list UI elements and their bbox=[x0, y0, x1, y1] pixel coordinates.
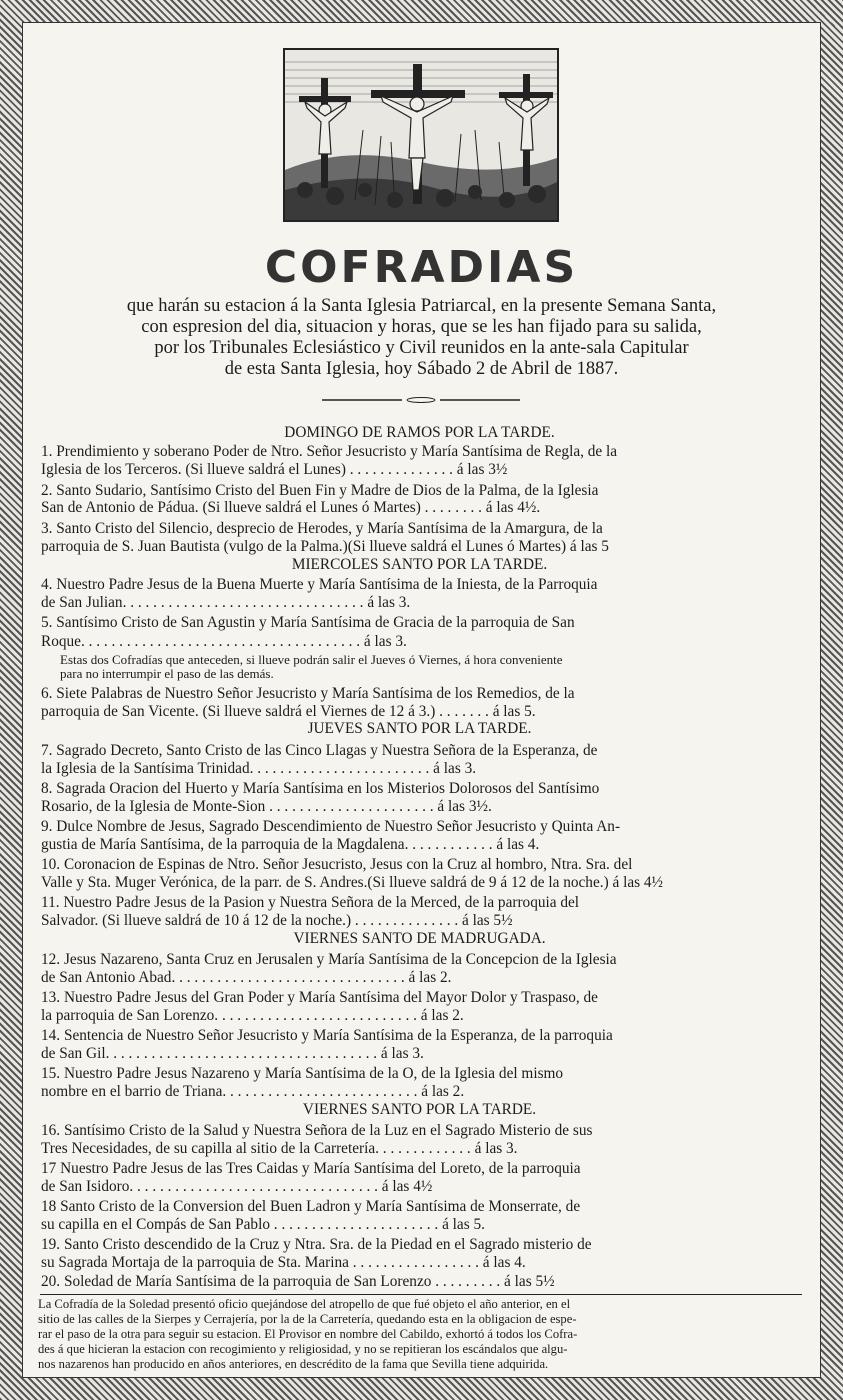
footer-note-line: La Cofradía de la Soledad presentó oficio quejándose del atropello de que fué objeto el año anterior, en el bbox=[38, 1297, 571, 1311]
entry-line: 7. Sagrado Decreto, Santo Cristo de las Cinco Llagas y Nuestra Señora de la Esperanza, de bbox=[41, 742, 598, 759]
heading-viernes-tarde: VIERNES SANTO POR LA TARDE. bbox=[302, 1101, 537, 1118]
entry-line: Valle y Sta. Muger Verónica, de la parr. de S. Andres.(Si llueve saldrá de 9 á 12 de la noche.) á las 4½ bbox=[41, 874, 664, 891]
footer-note-line: des á que hicieran la estacion con recogimiento y religiosidad, y no se repitieran los escándalos que algu- bbox=[38, 1342, 568, 1356]
intro-line: con espresion del dia, situacion y horas, que se les han fijado para su salida, bbox=[141, 317, 702, 337]
entry-line: su capilla en el Compás de San Pablo . . . . . . . . . . . . . . . . . . . . . . á las 5. bbox=[41, 1216, 485, 1233]
entry-line: 20. Soledad de María Santísima de la parroquia de San Lorenzo . . . . . . . . . á las 5½ bbox=[41, 1273, 555, 1290]
footer-note-line: nos nazarenos han producido en años anteriores, en descrédito de la fama que Sevilla tiene adquirida. bbox=[38, 1357, 549, 1371]
page-title: COFRADIAS bbox=[264, 242, 579, 293]
entry-line: 17 Nuestro Padre Jesus de las Tres Caidas y María Santísima del Loreto, de la parroquia bbox=[41, 1160, 581, 1177]
entry-line: 9. Dulce Nombre de Jesus, Sagrado Descendimiento de Nuestro Señor Jesucristo y Quinta An- bbox=[41, 818, 621, 835]
intro-line: de esta Santa Iglesia, hoy Sábado 2 de Abril de 1887. bbox=[224, 359, 619, 379]
entry-line: 4. Nuestro Padre Jesus de la Buena Muerte y María Santísima de la Iniesta, de la Parroquia bbox=[41, 576, 598, 593]
entry-line: 2. Santo Sudario, Santísimo Cristo del Buen Fin y Madre de Dios de la Palma, de la Iglesia bbox=[41, 482, 599, 499]
entry-line: 18 Santo Cristo de la Conversion del Buen Ladron y María Santísima de Monserrate, de bbox=[41, 1198, 581, 1215]
entry-line: 15. Nuestro Padre Jesus Nazareno y María Santísima de la O, de la Iglesia del mismo bbox=[41, 1065, 564, 1082]
decorative-rule bbox=[322, 397, 520, 403]
entry-line: 16. Santísimo Cristo de la Salud y Nuestra Señora de la Luz en el Sagrado Misterio de sus bbox=[41, 1122, 593, 1139]
entry-line: 1. Prendimiento y soberano Poder de Ntro. Señor Jesucristo y María Santísima de Regla, de la bbox=[41, 443, 618, 460]
heading-miercoles: MIERCOLES SANTO POR LA TARDE. bbox=[291, 556, 548, 573]
entry-line: San de Antonio de Pádua. (Si llueve saldrá el Lunes ó Martes) . . . . . . . . á las 4½. bbox=[41, 499, 541, 516]
footer-note-line: sitio de las calles de la Sierpes y Cerrajería, por la de la Carretería, quedando esta en la obligacion de espe- bbox=[38, 1312, 577, 1326]
entry-line: 19. Santo Cristo descendido de la Cruz y Ntra. Sra. de la Piedad en el Sagrado misterio de bbox=[41, 1236, 592, 1253]
entry-line: parroquia de San Vicente. (Si llueve saldrá el Viernes de 12 á 3.) . . . . . . . á las 5. bbox=[41, 703, 536, 720]
entry-line: la Iglesia de la Santísima Trinidad. . . . . . . . . . . . . . . . . . . . . . . . á las 3. bbox=[41, 760, 477, 777]
heading-domingo: DOMINGO DE RAMOS POR LA TARDE. bbox=[284, 424, 555, 441]
entry-line: Salvador. (Si llueve saldrá de 10 á 12 de la noche.) . . . . . . . . . . . . . . á las 5½ bbox=[41, 912, 513, 929]
footer-note-line: rar el paso de la otra para seguir su estacion. El Provisor en nombre del Cabildo, exhortó á todos los Cofra- bbox=[38, 1327, 578, 1341]
intro-line: que harán su estacion á la Santa Iglesia Patriarcal, en la presente Semana Santa, bbox=[126, 296, 717, 316]
entry-line: Tres Necesidades, de su capilla al sitio de la Carretería. . . . . . . . . . . . . á las 3. bbox=[41, 1140, 518, 1157]
entry-line: nombre en el barrio de Triana. . . . . . . . . . . . . . . . . . . . . . . . . . á las 2. bbox=[41, 1083, 465, 1100]
entry-line: 8. Sagrada Oracion del Huerto y María Santísima en los Misterios Dolorosos del Santísimo bbox=[41, 780, 600, 797]
rain-note-line: para no interrumpir el paso de las demás. bbox=[60, 667, 274, 681]
rain-note-line: Estas dos Cofradías que anteceden, si llueve podrán salir el Jueves ó Viernes, á hora conveniente bbox=[60, 653, 563, 667]
entry-line: gustia de María Santísima, de la parroquia de la Magdalena. . . . . . . . . . . . á las 4. bbox=[41, 836, 540, 853]
entry-line: 12. Jesus Nazareno, Santa Cruz en Jerusalen y María Santísima de la Concepcion de la Iglesia bbox=[41, 951, 617, 968]
entry-line: la parroquia de San Lorenzo. . . . . . . . . . . . . . . . . . . . . . . . . . . á las 2. bbox=[41, 1007, 464, 1024]
entry-line: de San Antonio Abad. . . . . . . . . . . . . . . . . . . . . . . . . . . . . . . á las 2. bbox=[41, 969, 452, 986]
entry-line: 3. Santo Cristo del Silencio, desprecio de Herodes, y María Santísima de la Amargura, de la bbox=[41, 520, 603, 537]
crucifixion-engraving bbox=[283, 48, 559, 222]
entry-line: 5. Santísimo Cristo de San Agustin y María Santísima de Gracia de la parroquia de San bbox=[41, 614, 575, 631]
entry-line: de San Gil. . . . . . . . . . . . . . . . . . . . . . . . . . . . . . . . . . . . á las 3. bbox=[41, 1045, 424, 1062]
entry-line: Roque. . . . . . . . . . . . . . . . . . . . . . . . . . . . . . . . . . . . . á las 3. bbox=[41, 633, 407, 650]
entry-line: parroquia de S. Juan Bautista (vulgo de la Palma.)(Si llueve saldrá el Lunes ó Martes) á las 5 bbox=[41, 538, 609, 555]
entry-line: de San Julian. . . . . . . . . . . . . . . . . . . . . . . . . . . . . . . . á las 3. bbox=[41, 594, 411, 611]
entry-line: Iglesia de los Terceros. (Si llueve saldrá el Lunes) . . . . . . . . . . . . . . á las 3½ bbox=[41, 461, 508, 478]
entry-line: 13. Nuestro Padre Jesus del Gran Poder y María Santísima del Mayor Dolor y Traspaso, de bbox=[41, 989, 598, 1006]
entry-line: 10. Coronacion de Espinas de Ntro. Señor Jesucristo, Jesus con la Cruz al hombro, Ntra. Sra. del bbox=[41, 856, 633, 873]
entry-line: 14. Sentencia de Nuestro Señor Jesucristo y María Santísima de la Esperanza, de la parroquia bbox=[41, 1027, 613, 1044]
entry-line: 6. Siete Palabras de Nuestro Señor Jesucristo y María Santísima de los Remedios, de la bbox=[41, 685, 575, 702]
entry-line: 11. Nuestro Padre Jesus de la Pasion y Nuestra Señora de la Merced, de la parroquia del bbox=[41, 894, 580, 911]
entry-line: su Sagrada Mortaja de la parroquia de Sta. Marina . . . . . . . . . . . . . . . . . á las 4. bbox=[41, 1254, 526, 1271]
intro-paragraph bbox=[40, 296, 803, 380]
heading-jueves: JUEVES SANTO POR LA TARDE. bbox=[307, 720, 532, 737]
heading-viernes-madrugada: VIERNES SANTO DE MADRUGADA. bbox=[293, 930, 546, 947]
entry-line: Rosario, de la Iglesia de Monte-Sion . . . . . . . . . . . . . . . . . . . . . . á las 3½. bbox=[41, 798, 492, 815]
intro-line: por los Tribunales Eclesiástico y Civil reunidos en la ante-sala Capitular bbox=[154, 338, 689, 358]
entry-line: de San Isidoro. . . . . . . . . . . . . . . . . . . . . . . . . . . . . . . . . á las 4½ bbox=[41, 1178, 433, 1195]
footer-divider bbox=[40, 1294, 802, 1295]
